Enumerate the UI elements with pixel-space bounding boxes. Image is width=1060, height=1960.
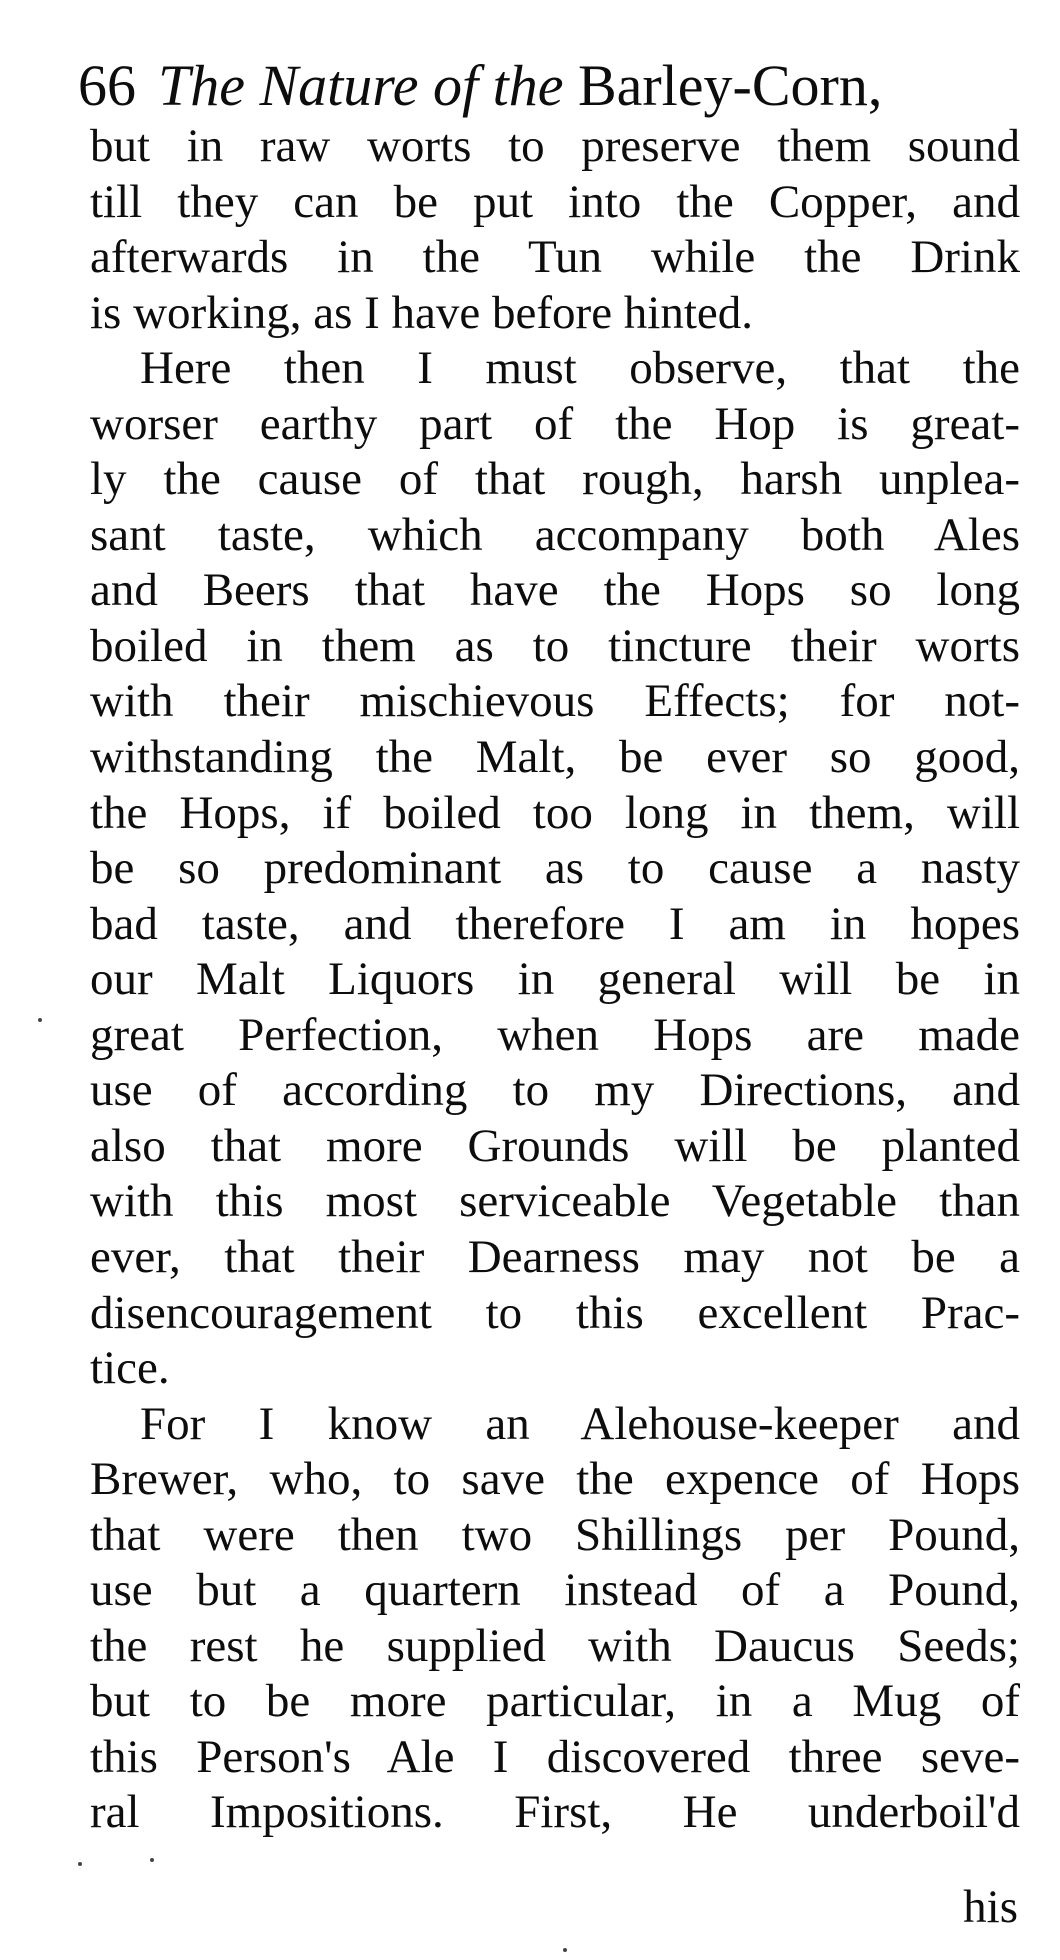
print-speck	[563, 1948, 567, 1952]
text-line: and Beers that have the Hops so long	[90, 564, 1020, 616]
print-speck	[78, 1862, 82, 1866]
text-line: boiled in them as to tincture their worts	[90, 620, 1020, 672]
catchword: his	[963, 1881, 1018, 1933]
text-line: ral Impositions. First, He underboil'd	[90, 1786, 1020, 1838]
print-speck	[150, 1858, 154, 1862]
text-line: but to be more particular, in a Mug of	[90, 1675, 1020, 1727]
text-line: sant taste, which accompany both Ales	[90, 509, 1020, 561]
running-title-roman: Barley-Corn,	[577, 53, 883, 118]
text-line: is working, as I have before hinted.	[90, 287, 754, 339]
text-line: bad taste, and therefore I am in hopes	[90, 898, 1020, 950]
text-line: ly the cause of that rough, harsh unplea-	[90, 453, 1020, 505]
text-line: Here then I must observe, that the	[140, 342, 1020, 394]
text-line: till they can be put into the Copper, and	[90, 176, 1020, 228]
text-line: great Perfection, when Hops are made	[90, 1009, 1020, 1061]
text-line: but in raw worts to preserve them sound	[90, 120, 1020, 172]
print-speck	[38, 1018, 42, 1022]
text-line: also that more Grounds will be planted	[90, 1120, 1020, 1172]
text-line: ever, that their Dearness may not be a	[90, 1231, 1020, 1283]
text-line: Brewer, who, to save the expence of Hops	[90, 1453, 1020, 1505]
text-line: use of according to my Directions, and	[90, 1064, 1020, 1116]
running-title-italic: The Nature of the	[158, 53, 564, 118]
text-line: with this most serviceable Vegetable than	[90, 1175, 1020, 1227]
running-header	[78, 42, 978, 130]
text-line: be so predominant as to cause a nasty	[90, 842, 1020, 894]
text-line: use but a quartern instead of a Pound,	[90, 1564, 1020, 1616]
text-line: afterwards in the Tun while the Drink	[90, 231, 1020, 283]
text-line: worser earthy part of the Hop is great-	[90, 398, 1020, 450]
page-number: 66	[78, 53, 136, 118]
text-line: this Person's Ale I discovered three seve-	[90, 1731, 1020, 1783]
text-line: the rest he supplied with Daucus Seeds;	[90, 1620, 1020, 1672]
text-line: tice.	[90, 1342, 170, 1394]
text-line: our Malt Liquors in general will be in	[90, 953, 1020, 1005]
text-line: disencouragement to this excellent Prac-	[90, 1287, 1020, 1339]
text-line: with their mischievous Effects; for not-	[90, 675, 1020, 727]
text-line: withstanding the Malt, be ever so good,	[90, 731, 1020, 783]
text-line: For I know an Alehouse-keeper and	[140, 1398, 1020, 1450]
text-line: the Hops, if boiled too long in them, will	[90, 787, 1020, 839]
text-line: that were then two Shillings per Pound,	[90, 1509, 1020, 1561]
